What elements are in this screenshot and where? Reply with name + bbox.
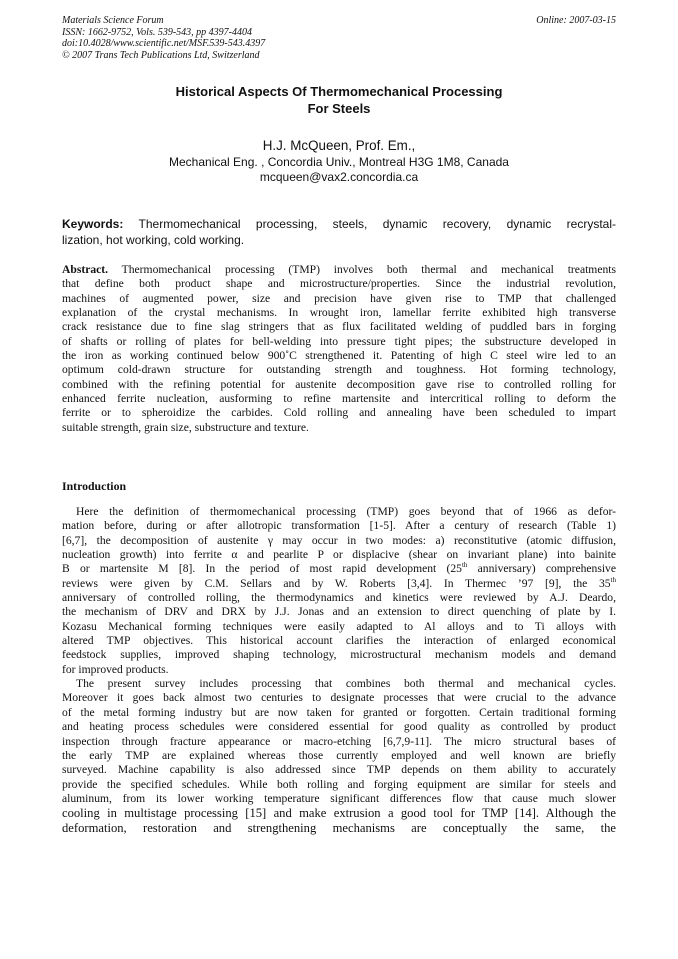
abstract-line: combined with the refining potential for austenite decomposition gave rise to controlled rolling for — [62, 377, 616, 391]
online-date: Online: 2007-03-15 — [536, 15, 616, 26]
journal-header — [62, 15, 392, 61]
keywords-line-1 — [62, 216, 616, 232]
superscript: th — [610, 575, 616, 584]
abstract-line: explanation of the crystal mechanisms. In wrought iron, lamellar ferrite exhibited high transverse — [62, 306, 616, 320]
keywords-text-1: Thermomechanical processing, steels, dynamic recovery, dynamic recrystal- — [123, 217, 616, 231]
abstract-line: the iron as working continued below 900˚C strengthened it. Patenting of high C steel wire led to an — [62, 349, 616, 363]
body-line: deformation, restoration and strengthening mechanisms are conceptually the same, the — [62, 820, 616, 835]
body-line: aluminum, from its lower working temperature significant differences flow that cause much slower — [62, 791, 616, 805]
body-line: altered TMP objectives. This historical account clarifies the interaction of enlarged economical — [62, 634, 616, 648]
body-line: the mechanism of DRV and DRX by J.J. Jonas and an extension to direct quenching of plate by I. — [62, 605, 616, 619]
abstract-label: Abstract. — [62, 263, 109, 276]
abstract-line: crack resistance due to fine slag stringers that as flux facilitated welding of puddled bars in forging — [62, 320, 616, 334]
paper-title-line-2: For Steels — [307, 101, 371, 116]
introduction-body — [62, 505, 616, 835]
abstract-line: Abstract. Thermomechanical processing (TMP) involves both thermal and mechanical treatments — [62, 263, 616, 276]
body-line: and heating process schedules were considered essential for good quality as controlled by product — [62, 720, 616, 734]
keywords-line-2: lization, hot working, cold working. — [62, 233, 245, 247]
body-line: B or martensite M [8]. In the period of most rapid development (25th anniversary) comprehensive — [62, 561, 616, 576]
body-line: Moreover it goes back almost two centuries to designate processes that were crucial to the advance — [62, 691, 616, 705]
superscript: th — [461, 561, 468, 570]
doi-line[interactable]: doi:10.4028/www.scientific.net/MSF.539-543.4397 — [62, 38, 266, 49]
abstract-line: enhanced ferrite nucleation, ausforming to refine martensite and intercritical rolling to deform the — [62, 392, 616, 406]
body-line: nucleation growth) into ferrite α and pearlite P or displacive (shear on invariant plane) into bainite — [62, 548, 616, 562]
body-line: the early TMP are explained whereas those currently employed and well known are briefly — [62, 748, 616, 762]
abstract-line: optimum cold-drawn structure for outstanding strength and toughness. Hot forming technology, — [62, 363, 616, 377]
body-line: cooling in multistage processing [15] and make extrusion a good tool for TMP [14]. Although the — [62, 806, 616, 821]
author-email[interactable]: mcqueen@vax2.concordia.ca — [259, 170, 419, 184]
body-line: [6,7], the decomposition of austenite γ may occur in two modes: a) reconstitutive (atomic diffusion, — [62, 533, 616, 547]
body-line: anniversary of controlled rolling, the thermodynamics and kinetics were reviewed by A.J. Deardo, — [62, 591, 616, 605]
body-line: of the metal forming industry but are now taken for granted or forgotten. Certain traditional forming — [62, 705, 616, 719]
body-line: reviews were given by C.M. Sellars and by W. Roberts [3,4]. In Thermec ’97 [9], the 35th — [62, 575, 616, 590]
body-line: feedstock supplies, improved shaping technology, microstructural mechanism models and demand — [62, 648, 616, 662]
journal-name: Materials Science Forum — [62, 15, 164, 26]
keywords-label: Keywords: — [62, 217, 124, 231]
body-line: Kozasu Mechanical forming techniques were easily adapted to Al alloys and to Ti alloys with — [62, 619, 616, 633]
body-line: for improved products. — [62, 662, 169, 676]
abstract-line: that define both product shape and microstructure/properties. Since the industrial revolution, — [62, 277, 616, 291]
issn-line: ISSN: 1662-9752, Vols. 539-543, pp 4397-4404 — [62, 26, 252, 38]
abstract-line: of shafts or rolling of plates for bell-welding into pressure tight pipes; the substructure developed in — [62, 334, 616, 348]
abstract-block — [62, 263, 616, 435]
author-name: H.J. McQueen, Prof. Em., — [262, 138, 416, 153]
body-line: provide the specified schedules. While both rolling and forging equipment are similar for steels and — [62, 777, 616, 791]
body-line: The present survey includes processing that combines both thermal and mechanical cycles. — [76, 677, 616, 691]
body-line: Here the definition of thermomechanical processing (TMP) goes beyond that of 1966 as defor- — [76, 505, 616, 518]
keywords-block — [62, 216, 616, 248]
author-affiliation: Mechanical Eng. , Concordia Univ., Montreal H3G 1M8, Canada — [169, 155, 509, 169]
body-line: inspection through fracture appearance or macro-etching [6,7,9-11]. The micro structural bases of — [62, 734, 616, 748]
paper-title-line-1: Historical Aspects Of Thermomechanical Processing — [175, 84, 503, 99]
abstract-line: machines of augmented power, size and precision have given rise to TMP that challenged — [62, 291, 616, 305]
copyright-line: © 2007 Trans Tech Publications Ltd, Switzerland — [62, 49, 260, 61]
section-heading-introduction: Introduction — [62, 479, 127, 493]
abstract-line: ferrite or to spheroidize the carbides. Cold rolling and annealing have been scheduled to impart — [62, 406, 616, 420]
body-line: mation before, during or after allotropic transformation [1-5]. After a century of research (Table 1) — [62, 519, 616, 533]
abstract-line: suitable strength, grain size, substructure and texture. — [62, 420, 309, 434]
body-line: surveyed. Machine capability is also addressed since TMP depends on them ability to accurately — [62, 763, 616, 777]
